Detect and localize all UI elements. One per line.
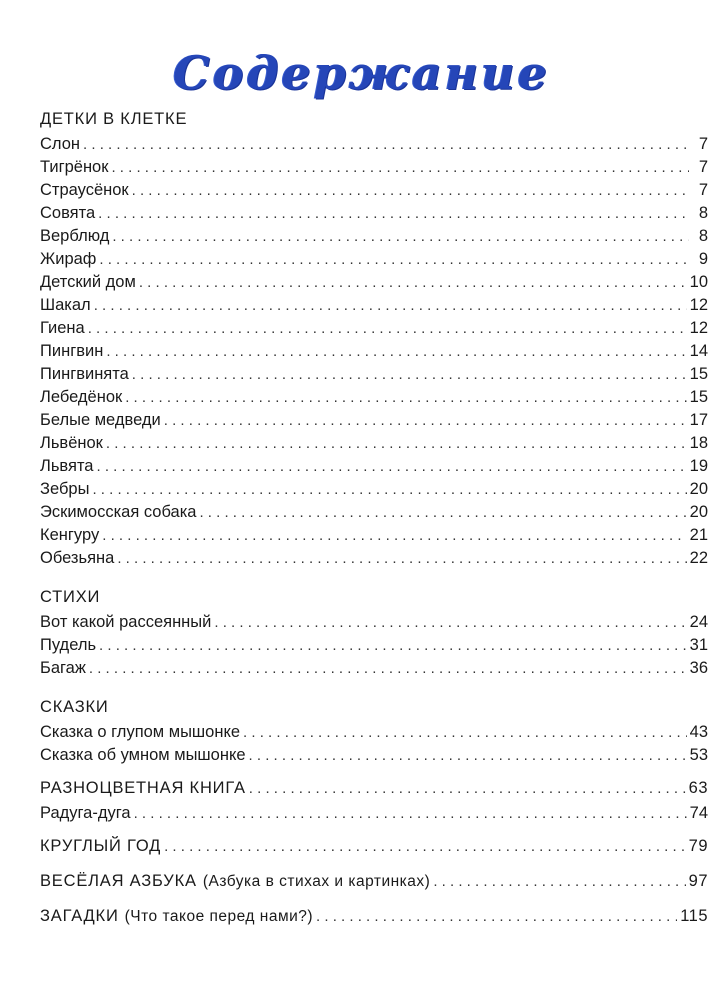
entry-page: 79 [688,837,708,855]
entry-title: Эскимосская собака [40,503,197,521]
toc-entry[interactable] [40,611,708,634]
entry-title: Вот какой рассеянный [40,613,212,631]
toc-entry[interactable] [40,524,708,547]
section-gap [40,680,708,694]
entry-page: 115 [680,907,708,925]
entry-page: 7 [698,158,708,176]
section-heading-text: РАЗНОЦВЕТНАЯ КНИГА [40,779,246,797]
entry-title: Страусёнок [40,181,129,199]
toc-entry[interactable] [40,501,708,524]
entry-title: Белые медведи [40,411,161,429]
entry-title: Лебедёнок [40,388,123,406]
toc-entry[interactable] [40,657,708,680]
entry-title: Сказка о глупом мышонке [40,723,241,741]
entry-title: Шакал [40,296,91,314]
entry-title: Багаж [40,659,86,677]
section-heading-skazki [40,694,708,721]
entry-page: 10 [689,273,708,291]
section-gap [40,767,708,775]
toc-entry[interactable] [40,202,708,225]
toc-entry-god[interactable] [40,833,708,860]
dot-leader [97,455,687,478]
entry-page: 24 [689,613,708,631]
toc-entry[interactable] [40,340,708,363]
toc-entry[interactable] [40,225,708,248]
entry-page: 19 [689,457,708,475]
entry-title: Совята [40,204,96,222]
section-heading-kletka [40,106,708,133]
entry-title: Зебры [40,480,90,498]
entry-title: Львёнок [40,434,103,452]
entry-title: Обезьяна [40,549,115,567]
dot-leader [106,340,686,363]
dot-leader [99,634,687,657]
entry-page: 97 [688,872,708,890]
dot-leader [134,802,687,825]
section-heading-stihi [40,584,708,611]
dot-leader [249,775,686,802]
toc-entry[interactable] [40,721,708,744]
dot-leader [164,833,686,860]
toc-entry[interactable] [40,432,708,455]
entry-page: 20 [689,503,708,521]
table-of-contents [40,106,708,930]
section-gap [40,860,708,868]
entry-title: Львята [40,457,94,475]
entry-page: 14 [689,342,708,360]
entry-title: Кенгуру [40,526,100,544]
section-heading-text: ЗАГАДКИ [40,907,119,925]
entry-page: 21 [689,526,708,544]
dot-leader [98,202,689,225]
toc-entry[interactable] [40,802,708,825]
section-gap [40,570,708,584]
entry-title: Пудель [40,636,97,654]
section-gap [40,825,708,833]
entry-title: Тигрёнок [40,158,109,176]
entry-page: 31 [689,636,708,654]
entry-title: Пингвин [40,342,104,360]
dot-leader [132,363,687,386]
dot-leader [106,432,687,455]
toc-entry[interactable] [40,634,708,657]
section-heading-text: СТИХИ [40,588,101,606]
section-heading-text: КРУГЛЫЙ ГОД [40,837,162,855]
dot-leader [249,744,687,767]
dot-leader [94,294,687,317]
toc-entry[interactable] [40,133,708,156]
dot-leader [164,409,687,432]
entry-title: Жираф [40,250,97,268]
entry-title: Пингвинята [40,365,129,383]
entry-title: Сказка об умном мышонке [40,746,246,764]
entry-page: 8 [698,227,708,245]
entry-page: 8 [698,204,708,222]
entry-title: Верблюд [40,227,110,245]
toc-entry[interactable] [40,363,708,386]
entry-page: 43 [689,723,708,741]
toc-entry-azbuka[interactable] [40,868,708,895]
toc-entry[interactable] [40,271,708,294]
entry-page: 63 [688,779,708,797]
dot-leader [83,133,689,156]
dot-leader [199,501,686,524]
entry-page: 17 [689,411,708,429]
toc-entry[interactable] [40,455,708,478]
dot-leader [117,547,686,570]
entry-page: 7 [698,181,708,199]
toc-entry-zagadki[interactable] [40,903,708,930]
toc-entry[interactable] [40,294,708,317]
toc-entry[interactable] [40,744,708,767]
entry-page: 36 [689,659,708,677]
entry-page: 22 [689,549,708,567]
entry-title: Слон [40,135,81,153]
toc-entry[interactable] [40,248,708,271]
page-title: Содержание [173,46,550,100]
toc-entry[interactable] [40,179,708,202]
section-subtitle: (Азбука в стихах и картинках) [202,873,431,890]
entry-page: 74 [689,804,708,822]
toc-entry[interactable] [40,547,708,570]
toc-entry-kniga[interactable] [40,775,708,802]
entry-page: 12 [689,296,708,314]
section-heading-text: ВЕСЁЛАЯ АЗБУКА [40,872,197,890]
section-subtitle: (Что такое перед нами?) [124,908,314,925]
dot-leader [102,524,686,547]
dot-leader [99,248,689,271]
entry-page: 53 [689,746,708,764]
dot-leader [88,317,687,340]
dot-leader [111,156,689,179]
toc-entry[interactable] [40,478,708,501]
dot-leader [89,657,687,680]
dot-leader [243,721,687,744]
dot-leader [316,903,677,930]
section-heading-text: СКАЗКИ [40,698,109,716]
entry-page: 12 [689,319,708,337]
section-gap [40,895,708,903]
entry-page: 9 [698,250,708,268]
dot-leader [214,611,686,634]
entry-title: Детский дом [40,273,136,291]
entry-title: Радуга-дуга [40,804,131,822]
section-heading-text: ДЕТКИ В КЛЕТКЕ [40,110,188,128]
entry-page: 20 [689,480,708,498]
entry-page: 15 [689,388,708,406]
toc-entry[interactable] [40,409,708,432]
dot-leader [139,271,687,294]
entry-page: 7 [698,135,708,153]
dot-leader [112,225,689,248]
toc-entry[interactable] [40,386,708,409]
dot-leader [125,386,686,409]
dot-leader [92,478,686,501]
dot-leader [433,868,685,895]
dot-leader [132,179,689,202]
toc-entry[interactable] [40,317,708,340]
toc-entry[interactable] [40,156,708,179]
entry-page: 15 [689,365,708,383]
entry-page: 18 [689,434,708,452]
entry-title: Гиена [40,319,85,337]
